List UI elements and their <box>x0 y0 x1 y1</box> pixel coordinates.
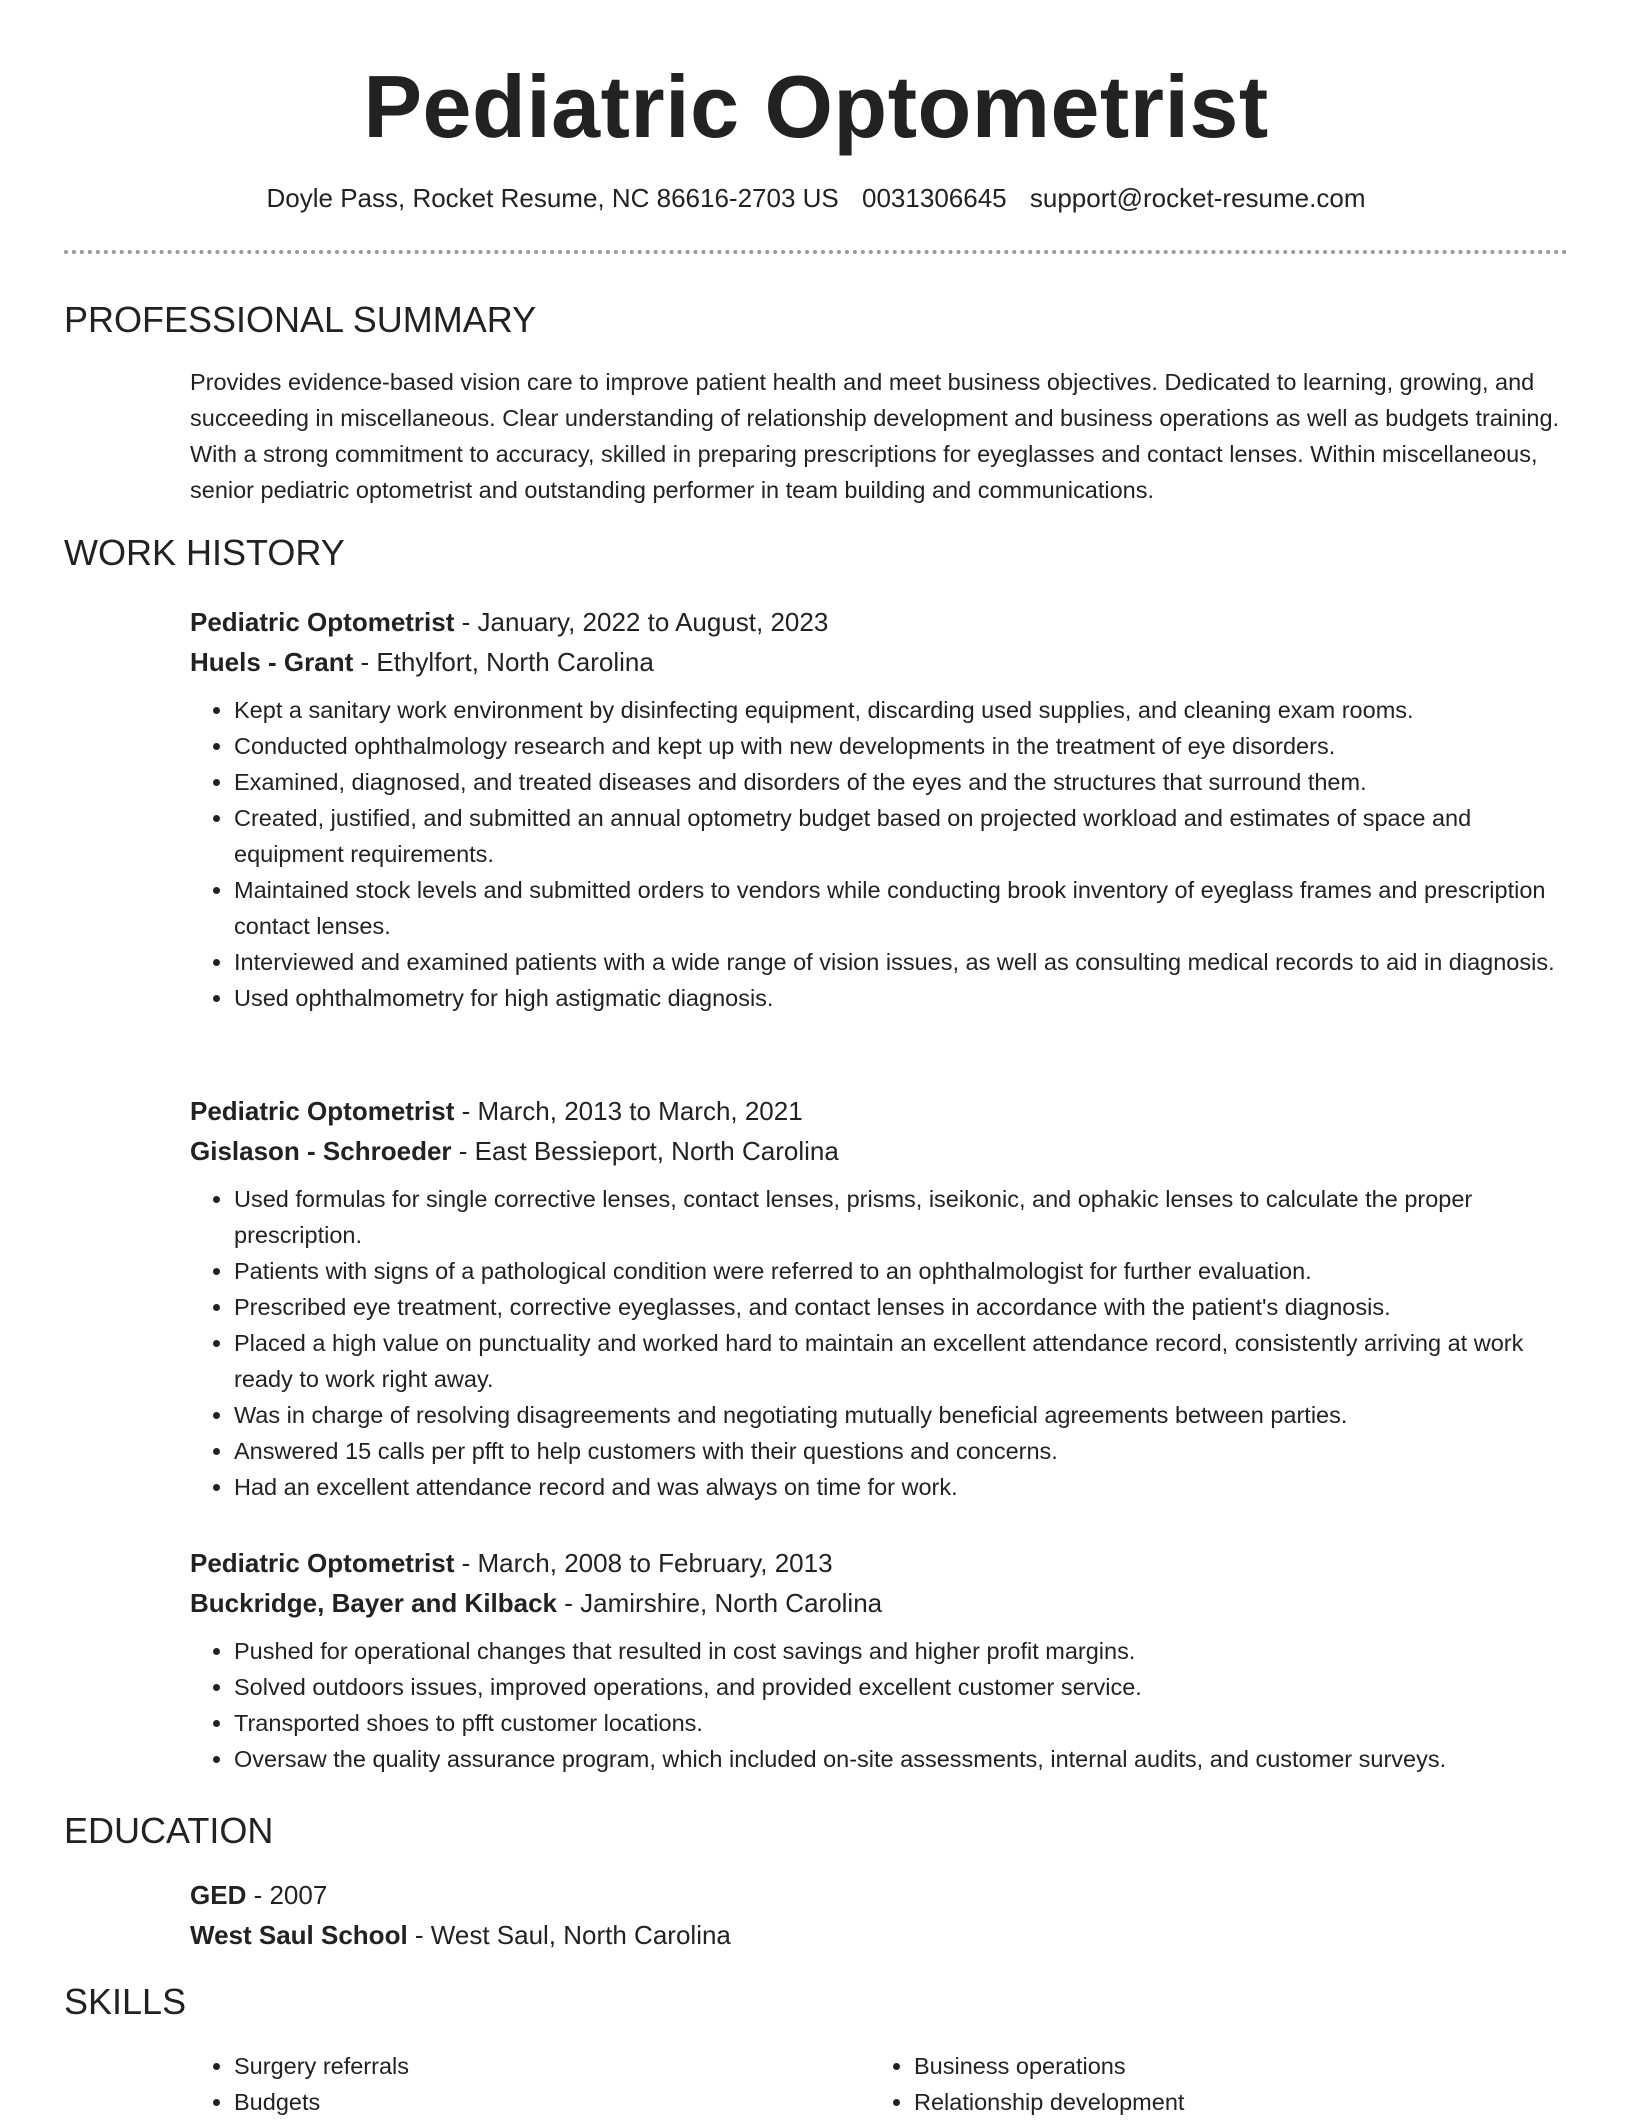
job-company-line <box>190 1583 1570 1623</box>
list-item: • Prescribed eye treatment, corrective eyeglasses, and contact lenses in accordance with the patient's diagnosis. <box>234 1289 1570 1325</box>
education-location: - West Saul, North Carolina <box>407 1920 731 1950</box>
list-item: • Solved outdoors issues, improved operations, and provided excellent customer service. <box>234 1669 1570 1705</box>
job-title-line <box>190 602 1570 642</box>
job-location: - Jamirshire, North Carolina <box>557 1588 883 1618</box>
list-item: • Used ophthalmometry for high astigmatic diagnosis. <box>234 980 1570 1016</box>
education-school-line <box>190 1915 1570 1955</box>
job-entry <box>190 1543 1570 1777</box>
header-divider <box>64 250 1568 254</box>
skills-column-right <box>870 2048 1514 2120</box>
list-item: • Surgery referrals <box>234 2048 834 2084</box>
list-item: • Transported shoes to pfft customer locations. <box>234 1705 1570 1741</box>
job-company: Huels - Grant <box>190 647 354 677</box>
list-item: • Conducted ophthalmology research and kept up with new developments in the treatment of eye disorders. <box>234 728 1570 764</box>
education-degree: GED <box>190 1880 247 1910</box>
contact-email: support@rocket-resume.com <box>1029 183 1366 213</box>
list-item: • Examined, diagnosed, and treated diseases and disorders of the eyes and the structures that surround them. <box>234 764 1570 800</box>
contact-phone: 0031306645 <box>862 183 1007 213</box>
education-degree-line <box>190 1875 1570 1915</box>
education-year: - 2007 <box>246 1880 328 1910</box>
list-item: • Placed a high value on punctuality and worked hard to maintain an excellent attendance record, consistently arriving at work ready to work right away. <box>234 1325 1570 1397</box>
job-location: - Ethylfort, North Carolina <box>353 647 654 677</box>
job-bullets <box>190 1181 1570 1505</box>
resume-name: Pediatric Optometrist <box>363 57 1269 156</box>
list-item: • Budgets <box>234 2084 834 2120</box>
job-entry <box>190 1091 1570 1505</box>
summary-heading: PROFESSIONAL SUMMARY <box>64 299 537 340</box>
list-item: • Had an excellent attendance record and was always on time for work. <box>234 1469 1570 1505</box>
skills-heading: SKILLS <box>64 1981 187 2022</box>
list-item: • Maintained stock levels and submitted orders to vendors while conducting brook inventory of eyeglass frames and prescription contact lenses. <box>234 872 1570 944</box>
job-title-line <box>190 1543 1570 1583</box>
education-entry <box>190 1875 1570 1955</box>
skills-column-left <box>190 2048 834 2120</box>
list-item: • Interviewed and examined patients with a wide range of vision issues, as well as consulting medical records to aid in diagnosis. <box>234 944 1570 980</box>
summary-text: Provides evidence-based vision care to improve patient health and meet business objectives. Dedicated to learning, growing, and succeeding in miscellaneous. Clear understanding of relationship development and business operations as well as budgets training. With a strong commitment to accuracy, skilled in preparing prescriptions for eyeglasses and contact lenses. Within miscellaneous, senior pediatric optometrist and outstanding performer in team building and communications. <box>190 369 1560 503</box>
job-company-line <box>190 1131 1570 1171</box>
list-item: • Was in charge of resolving disagreements and negotiating mutually beneficial agreements between parties. <box>234 1397 1570 1433</box>
list-item: • Oversaw the quality assurance program, which included on-site assessments, internal audits, and customer surveys. <box>234 1741 1570 1777</box>
list-item: • Kept a sanitary work environment by disinfecting equipment, discarding used supplies, and cleaning exam rooms. <box>234 692 1570 728</box>
job-company: Buckridge, Bayer and Kilback <box>190 1588 558 1618</box>
job-dates: - March, 2008 to February, 2013 <box>454 1548 833 1578</box>
list-item: • Created, justified, and submitted an annual optometry budget based on projected workload and estimates of space and equipment requirements. <box>234 800 1570 872</box>
list-item: • Answered 15 calls per pfft to help customers with their questions and concerns. <box>234 1433 1570 1469</box>
education-school: West Saul School <box>190 1920 408 1950</box>
list-item: • Used formulas for single corrective lenses, contact lenses, prisms, iseikonic, and ophakic lenses to calculate the proper prescription. <box>234 1181 1570 1253</box>
job-dates: - March, 2013 to March, 2021 <box>454 1096 803 1126</box>
list-item: • Relationship development <box>914 2084 1514 2120</box>
job-position: Pediatric Optometrist <box>190 1548 455 1578</box>
job-dates: - January, 2022 to August, 2023 <box>454 607 829 637</box>
job-company-line <box>190 642 1570 682</box>
list-item: • Business operations <box>914 2048 1514 2084</box>
job-bullets <box>190 1633 1570 1777</box>
work-history-heading: WORK HISTORY <box>64 532 345 573</box>
job-title-line <box>190 1091 1570 1131</box>
job-position: Pediatric Optometrist <box>190 607 455 637</box>
contact-line <box>0 180 1632 216</box>
list-item: • Pushed for operational changes that resulted in cost savings and higher profit margins. <box>234 1633 1570 1669</box>
list-item: • Patients with signs of a pathological condition were referred to an ophthalmologist for further evaluation. <box>234 1253 1570 1289</box>
job-entry <box>190 602 1570 1016</box>
job-location: - East Bessieport, North Carolina <box>451 1136 839 1166</box>
job-position: Pediatric Optometrist <box>190 1096 455 1126</box>
contact-address: Doyle Pass, Rocket Resume, NC 86616-2703 US <box>266 183 839 213</box>
education-heading: EDUCATION <box>64 1810 274 1851</box>
job-company: Gislason - Schroeder <box>190 1136 452 1166</box>
job-bullets <box>190 692 1570 1016</box>
